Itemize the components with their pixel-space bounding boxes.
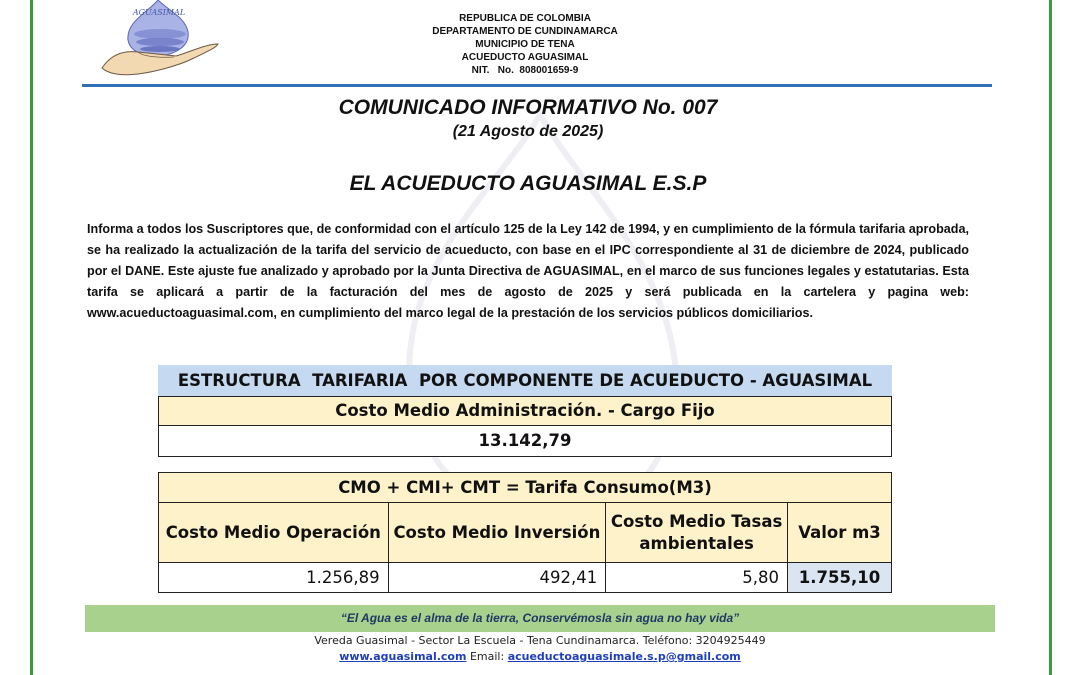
column-header: Valor m3 (788, 503, 892, 563)
header-line: MUNICIPIO DE TENA (475, 39, 575, 50)
value-cell: 492,41 (388, 563, 606, 593)
body-paragraph: Informa a todos los Suscriptores que, de conformidad con el artículo 125 de la Ley 142 de 1994, y en cumplimiento de la fórmula tarifaria aprobada, se ha realizado la actualización de la tarifa del servicio de acueducto, con base en el IPC correspondiente al 31 de diciembre de 2024, publicado por el DANE. Este ajuste fue analizado y aprobado por la Junta Directiva de AGUASIMAL, en el marco de sus funciones legales y estatutarias. Esta tarifa se aplicará a partir de la facturación del mes de agosto de 2025 y será publicada en la cartelera y pagina web: www.acueductoaguasimal.com, en cumplimiento del marco legal de la prestación de los servicios públicos domiciliarios. (87, 222, 969, 320)
email-link[interactable]: acueductoaguasimale.s.p@gmail.com (507, 650, 741, 663)
document-date: (21 Agosto de 2025) (452, 123, 604, 140)
footer-contact (230, 650, 850, 663)
footer-address: Vereda Guasimal - Sector La Escuela - Tena Cundinamarca. Teléfono: 3204925449 (314, 634, 766, 647)
header-line: REPUBLICA DE COLOMBIA (459, 13, 591, 24)
page-border-right (1049, 0, 1052, 675)
email-label: Email: (469, 650, 505, 663)
cargo-fijo-value: 13.142,79 (158, 426, 892, 457)
slogan-band: “El Agua es el alma de la tierra, Conservémosla sin agua no hay vida” (85, 605, 995, 632)
column-header: Costo Medio Inversión (388, 503, 606, 563)
header-rule (82, 84, 992, 87)
company-name: EL ACUEDUCTO AGUASIMAL E.S.P (349, 172, 707, 195)
page-border-left (30, 0, 33, 675)
value-cell: 1.256,89 (159, 563, 389, 593)
header-line: NIT. No. 808001659-9 (471, 65, 579, 76)
column-header: Costo Medio Operación (159, 503, 389, 563)
website-link[interactable]: www.aguasimal.com (339, 650, 467, 663)
formula-cell: CMO + CMI+ CMT = Tarifa Consumo(M3) (159, 473, 892, 503)
tarifa-table-header: ESTRUCTURA TARIFARIA POR COMPONENTE DE ACUEDUCTO - AGUASIMAL (158, 365, 892, 396)
header-line: DEPARTAMENTO DE CUNDINAMARCA (432, 26, 618, 37)
logo-text: AGUASIMAL (132, 8, 186, 17)
valor-m3-cell: 1.755,10 (788, 563, 892, 593)
tarifa-consumo-table (158, 472, 892, 593)
value-cell: 5,80 (606, 563, 788, 593)
document-header (380, 12, 670, 77)
document-title: COMUNICADO INFORMATIVO No. 007 (338, 96, 718, 119)
column-header: Costo Medio Tasas ambientales (606, 503, 788, 563)
header-line: ACUEDUCTO AGUASIMAL (461, 52, 589, 63)
cargo-fijo-label: Costo Medio Administración. - Cargo Fijo (158, 396, 892, 426)
aguasimal-logo (98, 0, 223, 78)
